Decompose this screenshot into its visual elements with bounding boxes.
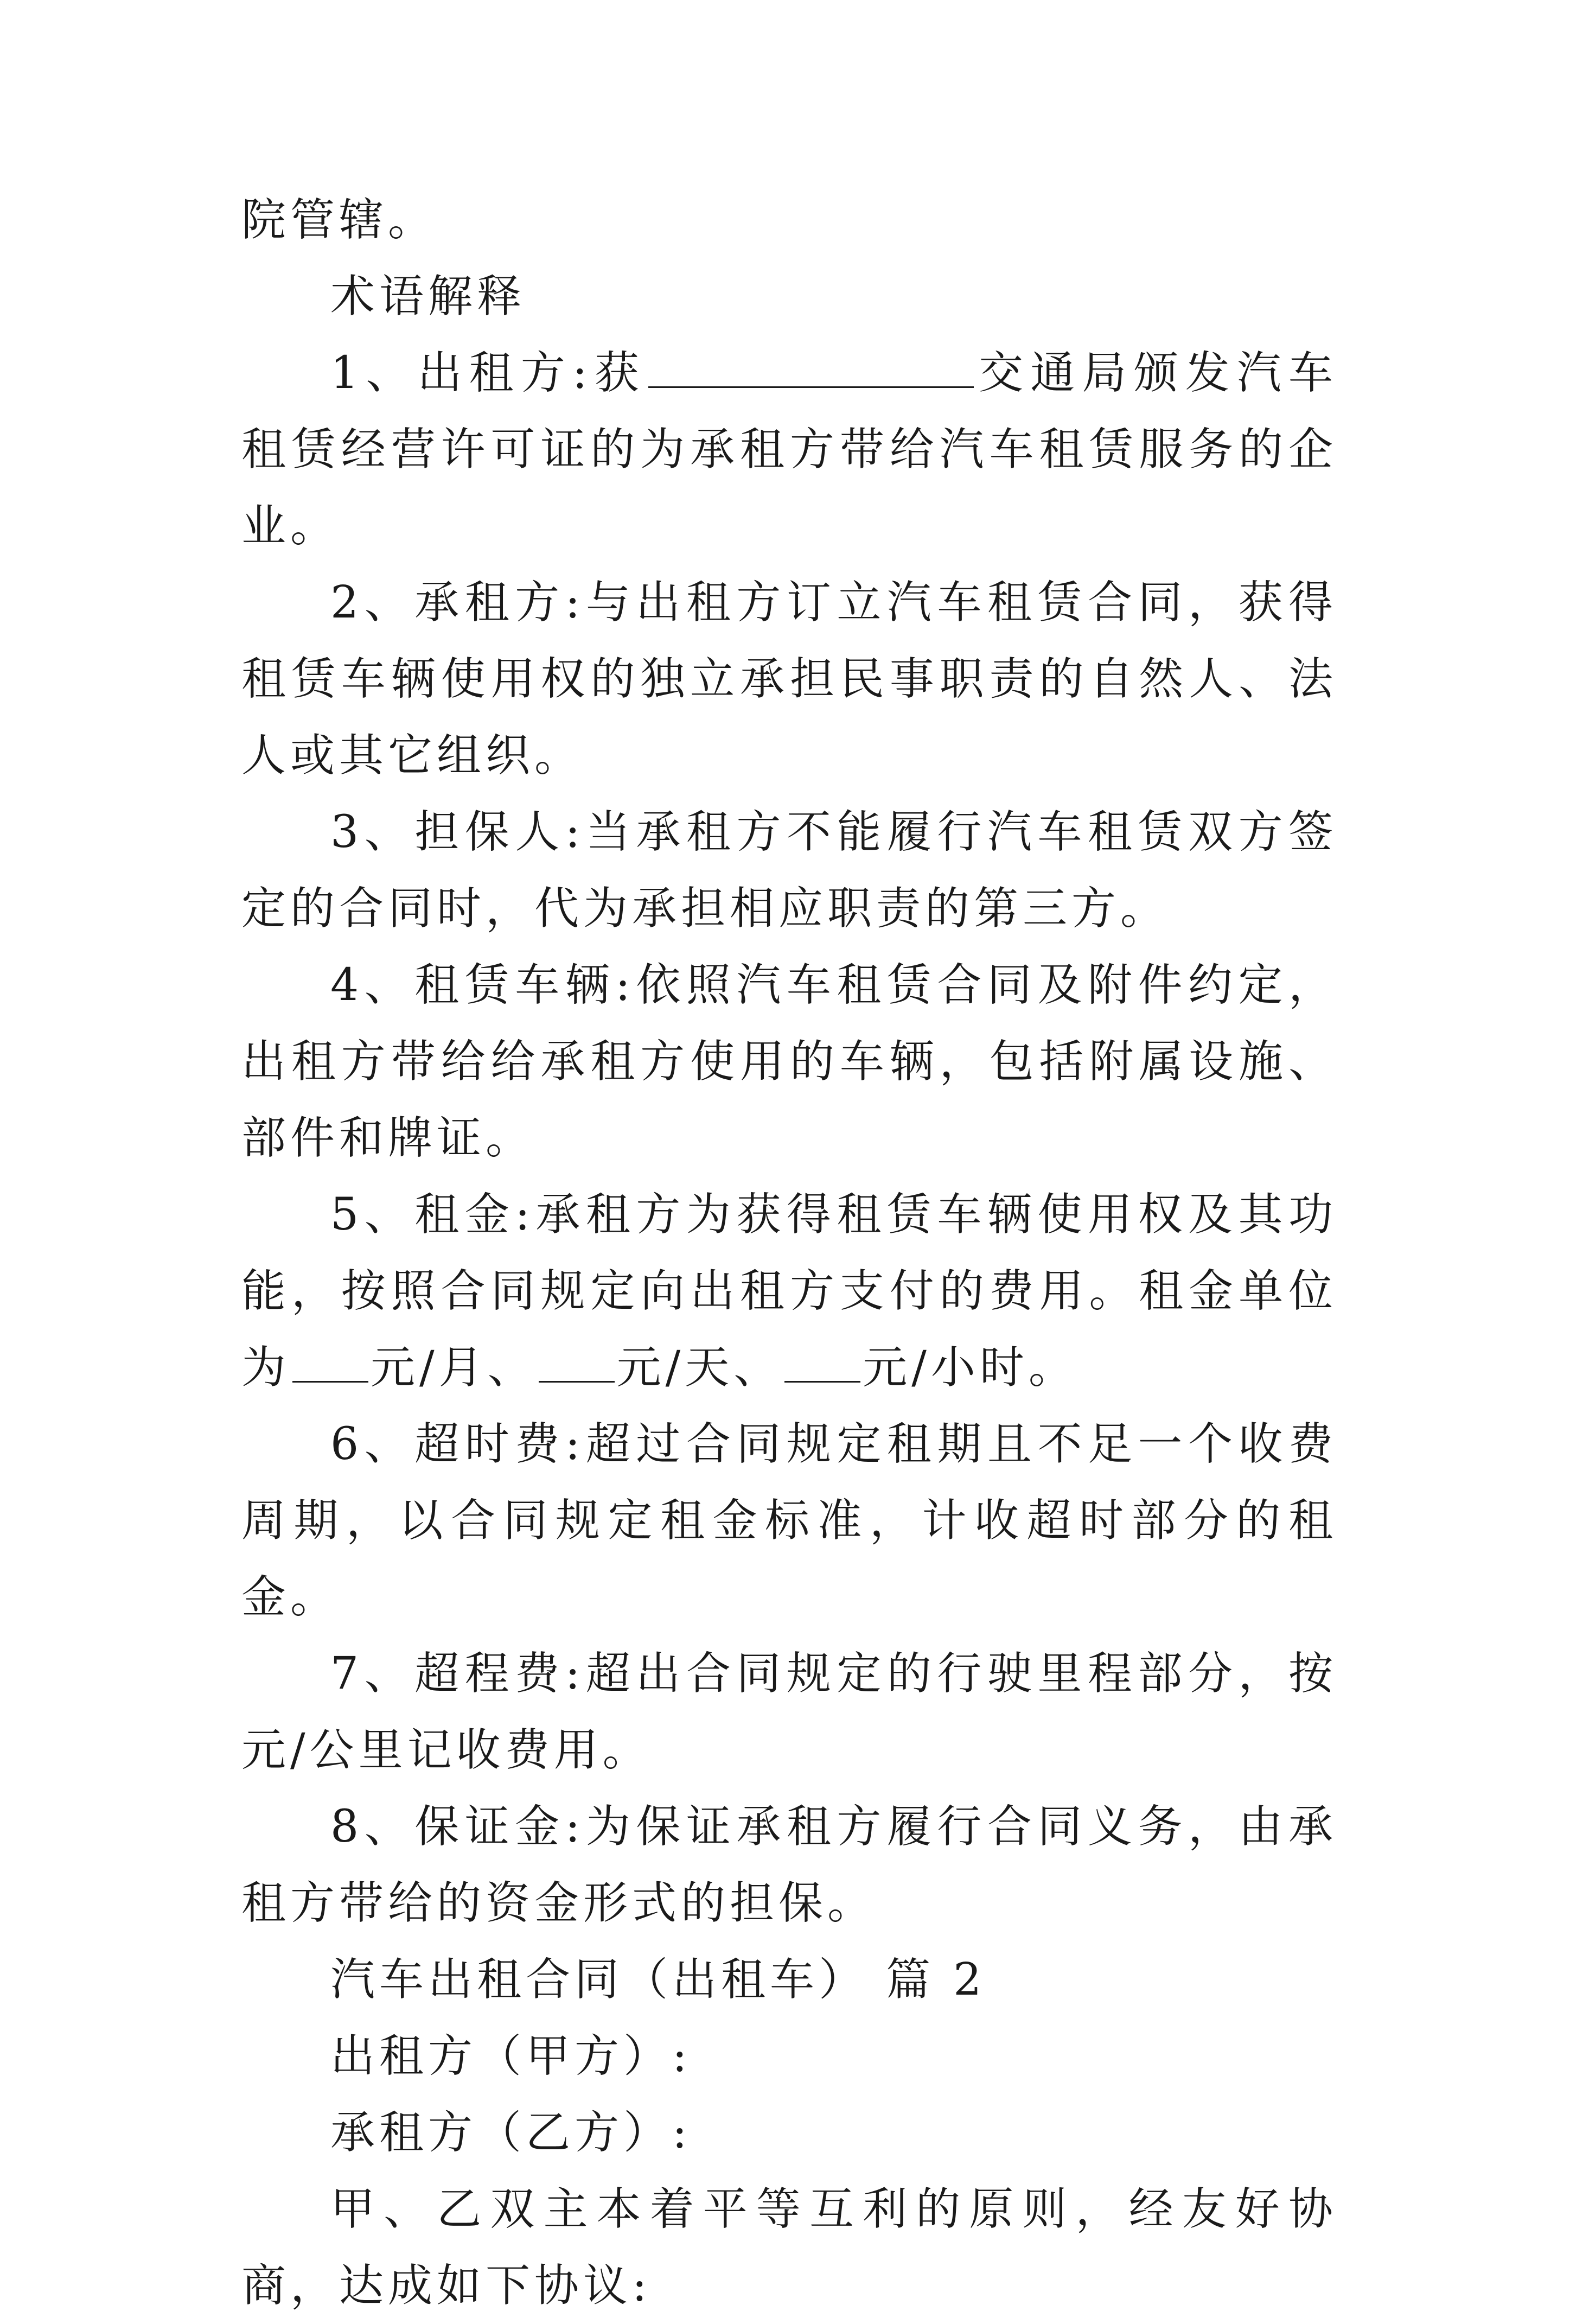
term-1-part-a: 1、出租方:获 (330, 347, 646, 399)
term-5-part-b: 元/月、 (371, 1342, 537, 1393)
paragraph-term-3: 3、担保人:当承租方不能履行汽车租赁双方签定的合同时，代为承担相应职责的第三方。 (241, 806, 1337, 934)
heading-terms: 术语解释 (330, 271, 526, 322)
paragraph-term-2: 2、承租方:与出租方订立汽车租赁合同，获得租赁车辆使用权的独立承担民事职责的自然人、法人或其它组织。 (241, 577, 1337, 781)
paragraph-term-7: 7、超程费:超出合同规定的行驶里程部分，按元/公里记收费用。 (241, 1648, 1337, 1776)
blank-line (648, 348, 974, 388)
party-a-line: 出租方（甲方）: (330, 2030, 692, 2082)
term-5-part-d: 元/小时。 (863, 1342, 1077, 1393)
paragraph-term-5 (241, 1176, 1337, 1406)
term-5-part-c: 元/天、 (616, 1342, 783, 1393)
section-title-contract-2: 汽车出租合同（出租车） 篇 2 (330, 1954, 986, 2005)
term-1-part-b: 交通局颁发汽车租赁经营许可证的为承租方带给汽车租赁服务的企业。 (241, 347, 1337, 552)
paragraph-court-jurisdiction: 院管辖。 (241, 194, 437, 246)
document-body (241, 182, 1337, 2324)
blank-line (539, 1343, 615, 1383)
blank-line (784, 1343, 860, 1383)
blank-line (292, 1343, 368, 1383)
paragraph-term-1 (241, 335, 1337, 564)
term-5-part-a: 5、租金:承租方为获得租赁车辆使用权及其功能，按照合同规定向出租方支付的费用。租金单位为 (241, 1189, 1337, 1393)
paragraph-term-4: 4、租赁车辆:依照汽车租赁合同及附件约定，出租方带给给承租方使用的车辆，包括附属设施、部件和牌证。 (241, 959, 1337, 1164)
party-b-line: 承租方（乙方）: (330, 2107, 692, 2159)
paragraph-term-6: 6、超时费:超过合同规定租期且不足一个收费周期，以合同规定租金标准，计收超时部分的租金。 (241, 1418, 1337, 1623)
paragraph-term-8: 8、保证金:为保证承租方履行合同义务，由承租方带给的资金形式的担保。 (241, 1801, 1337, 1929)
paragraph-agreement-intro: 甲、乙双主本着平等互利的原则，经友好协商，达成如下协议: (241, 2183, 1337, 2312)
